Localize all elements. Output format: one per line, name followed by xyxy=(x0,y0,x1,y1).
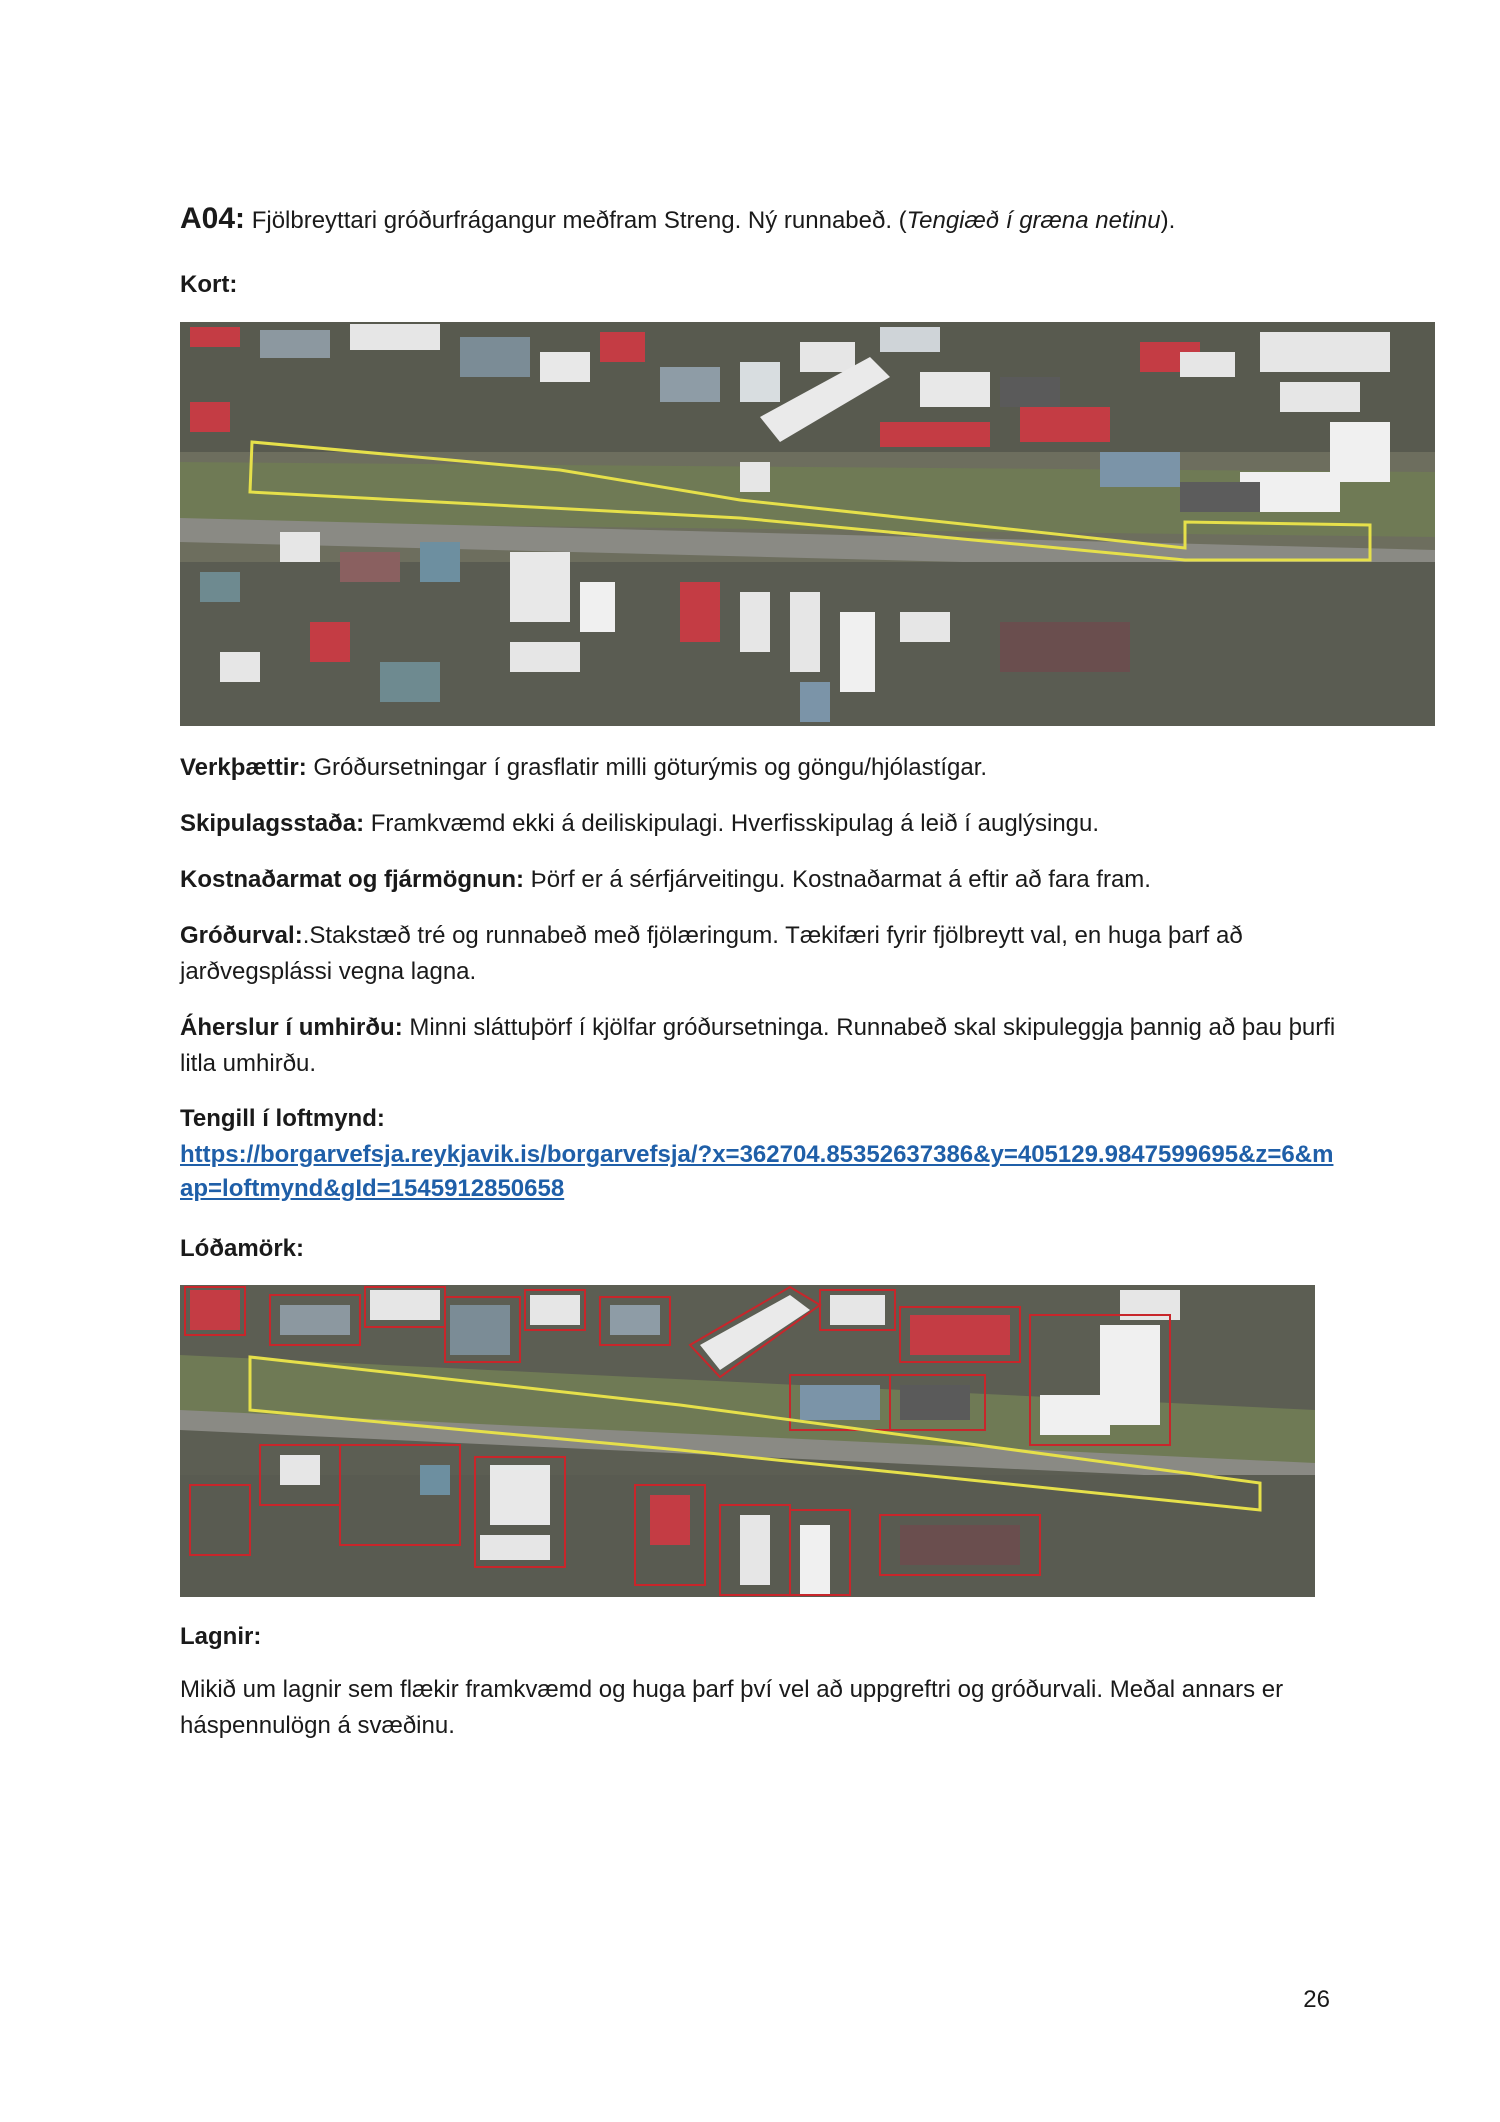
section-title xyxy=(180,202,1340,238)
skipulag-text: Framkvæmd ekki á deiliskipulagi. Hverfisskipulag á leið í auglýsingu. xyxy=(364,810,1100,837)
aerial-map xyxy=(180,322,1435,726)
section-title-italic: Tengiæð í græna netinu xyxy=(906,207,1161,234)
lagnir-text: Mikið um lagnir sem flækir framkvæmd og huga þarf því vel að uppgreftri og gróðurvali. Meðal annars er háspennulögn á svæðinu. xyxy=(180,1676,1284,1739)
aherslur-label: Áherslur í umhirðu: xyxy=(180,1014,403,1041)
lodamork-label: Lóðamörk: xyxy=(180,1235,305,1262)
grodurval-paragraph xyxy=(180,918,1340,990)
grodurval-label: Gróðurval: xyxy=(180,922,303,949)
verkthaettir-paragraph xyxy=(180,750,1340,786)
aerial-map-link[interactable]: https://borgarvefsja.reykjavik.is/borgarvefsja/?x=362704.85352637386&y=405129.9847599695&z=6&map=loftmynd&gId=1545912850658 xyxy=(180,1141,1334,1202)
kostnadur-label: Kostnaðarmat og fjármögnun: xyxy=(180,866,525,893)
lagnir-label: Lagnir: xyxy=(180,1623,262,1650)
aerial-map-image xyxy=(180,322,1435,726)
skipulag-paragraph xyxy=(180,806,1340,842)
verkthaettir-label: Verkþættir: xyxy=(180,754,307,781)
link-label: Tengill í loftmynd: xyxy=(180,1105,385,1132)
section-code: A04: xyxy=(180,202,246,235)
verkthaettir-text: Gróðursetningar í grasflatir milli göturýmis og göngu/hjólastígar. xyxy=(306,754,988,781)
page-number: 26 xyxy=(1303,1986,1330,2013)
aherslur-paragraph xyxy=(180,1010,1340,1082)
property-boundary-map xyxy=(180,1285,1315,1597)
grodurval-text: .Stakstæð tré og runnabeð með fjölæringum. Tækifæri fyrir fjölbreytt val, en huga þarf að jarðvegsplássi vegna lagna. xyxy=(180,922,1243,985)
skipulag-label: Skipulagsstaða: xyxy=(180,810,365,837)
link-container xyxy=(180,1138,1340,1206)
aherslur-text: Minni sláttuþörf í kjölfar gróðursetninga. Runnabeð skal skipuleggja þannig að þau þurfi litla umhirðu. xyxy=(180,1014,1336,1077)
section-title-text: Fjölbreyttari gróðurfrágangur meðfram Streng. Ný runnabeð. ( xyxy=(245,207,907,234)
kostnadur-text: Þörf er á sérfjárveitingu. Kostnaðarmat á eftir að fara fram. xyxy=(524,866,1151,893)
kostnadur-paragraph xyxy=(180,862,1340,898)
section-title-end: ). xyxy=(1160,207,1176,234)
property-boundary-map-image xyxy=(180,1285,1315,1597)
map-label: Kort: xyxy=(180,271,238,298)
